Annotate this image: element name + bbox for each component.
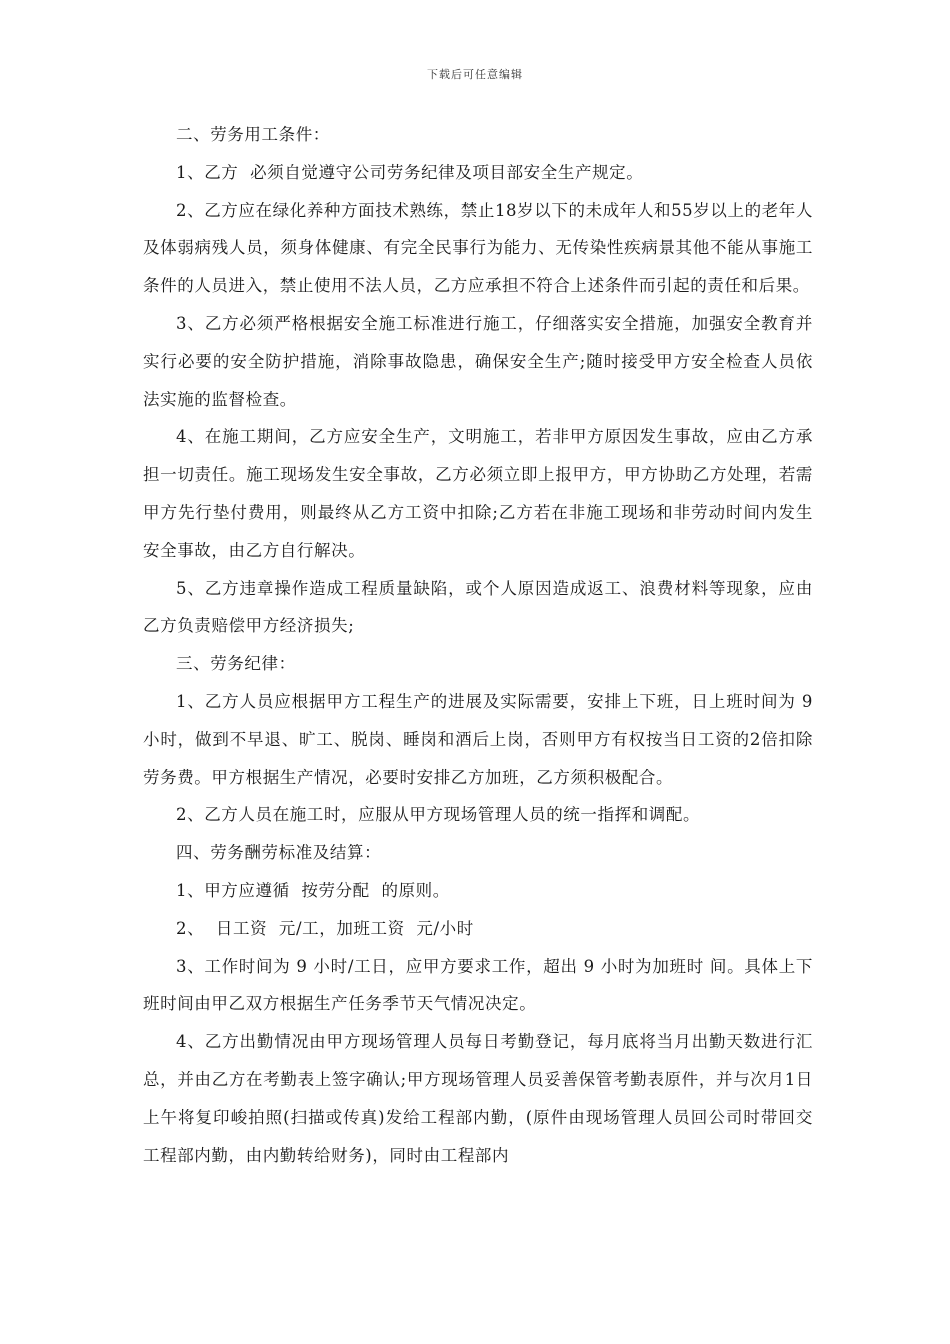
paragraph: 1、乙方人员应根据甲方工程生产的进展及实际需要，安排上下班，日上班时间为 9 小时，做到不早退、旷工、脱岗、睡岗和酒后上岗，否则甲方有权按当日工资的2倍扣除劳务费。甲方根据生产情况，必要时安排乙方加班，乙方须积极配合。 (143, 691, 819, 787)
paragraph: 4、乙方出勤情况由甲方现场管理人员每日考勤登记，每月底将当月出勤天数进行汇总，并由乙方在考勤表上签字确认;甲方现场管理人员妥善保管考勤表原件，并与次月1日上午将复印峻拍照(扫描或传真)发给工程部内勤，(原件由现场管理人员回公司时带回交工程部内勤，由内勤转给财务)，同时由工程部内 (143, 1032, 813, 1165)
section-heading-labor-discipline: 三、劳务纪律： (176, 654, 296, 674)
paragraph: 2、 日工资 元/工，加班工资 元/小时 (176, 918, 474, 938)
paragraph: 5、乙方违章操作造成工程质量缺陷，或个人原因造成返工、浪费材料等现象，应由乙方负责赔偿甲方经济损失; (143, 578, 813, 636)
paragraph: 3、乙方必须严格根据安全施工标准进行施工，仔细落实安全措施，加强安全教育并实行必要的安全防护措施，消除事故隐患，确保安全生产;随时接受甲方安全检查人员依法实施的监督检查。 (143, 313, 813, 409)
header-note: 下载后可任意编辑 (427, 68, 523, 81)
paragraph: 4、在施工期间，乙方应安全生产，文明施工，若非甲方原因发生事故，应由乙方承担一切责任。施工现场发生安全事故，乙方必须立即上报甲方，甲方协助乙方处理，若需甲方先行垫付费用，则最终从乙方工资中扣除;乙方若在非施工现场和非劳动时间内发生安全事故，由乙方自行解决。 (143, 427, 813, 560)
document-body (143, 116, 819, 1174)
section-heading-remuneration: 四、劳务酬劳标准及结算： (176, 843, 382, 863)
paragraph: 2、乙方应在绿化养种方面技术熟练，禁止18岁以下的未成年人和55岁以上的老年人及体弱病残人员，须身体健康、有完全民事行为能力、无传染性疾病景其他不能从事施工条件的人员进入，禁止使用不法人员，乙方应承担不符合上述条件而引起的责任和后果。 (143, 200, 813, 296)
paragraph: 2、乙方人员在施工时，应服从甲方现场管理人员的统一指挥和调配。 (176, 805, 701, 825)
paragraph: 3、工作时间为 9 小时/工日，应甲方要求工作，超出 9 小时为加班时 间。具体上下班时间由甲乙双方根据生产任务季节天气情况决定。 (143, 956, 813, 1014)
paragraph: 1、甲方应遵循 按劳分配 的原则。 (176, 880, 450, 900)
section-heading-labor-conditions: 二、劳务用工条件： (176, 125, 330, 144)
paragraph: 1、乙方 必须自觉遵守公司劳务纪律及项目部安全生产规定。 (176, 162, 644, 182)
